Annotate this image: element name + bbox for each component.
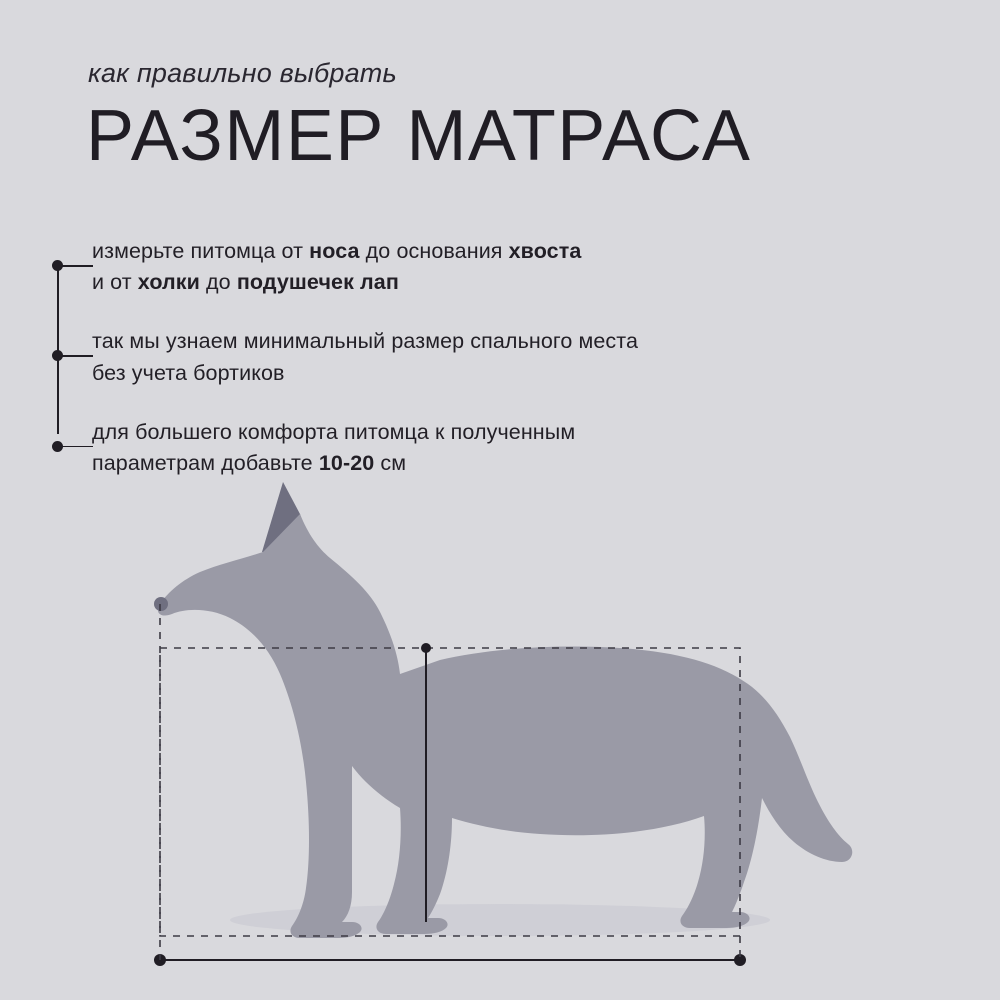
bullet-1-line2-mid: до [199,270,237,295]
bullet-2-line1: так мы узнаем минимальный размер спального места [92,329,639,354]
bullet-3-line2-post: см [374,450,407,475]
bullet-stem [57,446,93,448]
bullet-stem [57,355,93,357]
kicker-text: как правильно выбрать [88,58,397,88]
list-item [52,236,812,298]
list-item [52,326,812,388]
bullet-3-line1: для большего комфорта питомца к полученным [92,419,576,444]
bullet-text-1 [92,236,812,298]
dog-measurement-illustration [0,452,1000,1000]
bullet-stem [57,265,93,267]
bullet-3-bold-range: 10-20 [318,450,375,475]
height-marker-top-dot [421,643,431,653]
bullet-3-line2-pre: параметрам добавьте [92,450,319,475]
bullet-1-bold-withers: холки [137,270,200,295]
dog-silhouette [158,514,852,938]
bullet-text-2 [92,326,812,388]
bullet-1-line2-pre: и от [92,270,138,295]
bullet-2-line2: без учета бортиков [92,360,285,385]
bullet-1-line1-pre: измерьте питомца от [92,239,310,263]
bullet-1-line1-mid: до основания [359,239,509,263]
dog-nose-icon [154,597,168,611]
page-title: РАЗМЕР МАТРАСА [86,96,752,176]
bullet-1-bold-tail: хвоста [508,239,582,263]
bullet-1-bold-nose: носа [309,239,360,263]
bullet-1-bold-paw-pads: подушечек лап [236,270,399,295]
